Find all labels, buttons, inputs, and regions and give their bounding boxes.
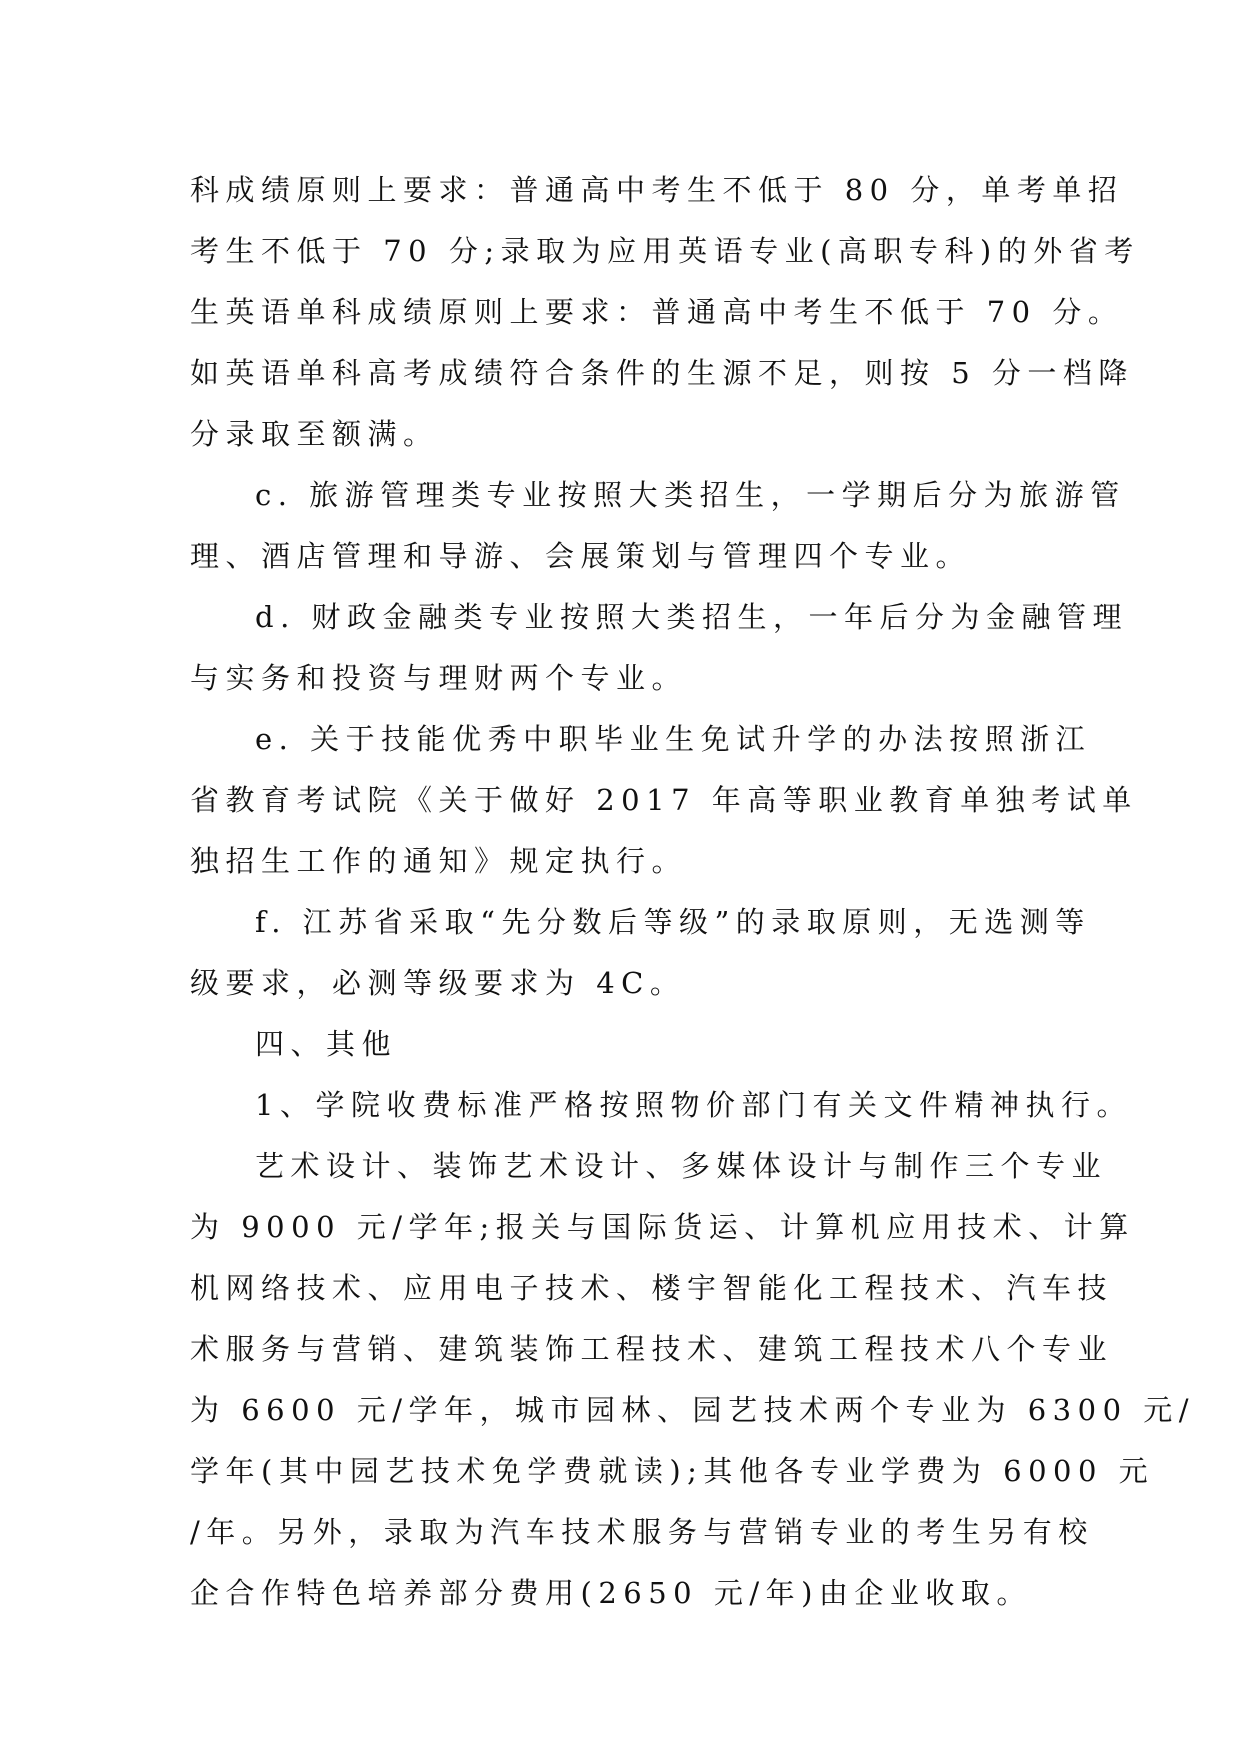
paragraph-first-line: d. 财政金融类专业按照大类招生，一年后分为金融管理 (255, 600, 1129, 634)
paragraph-line: 为 9000 元/学年;报关与国际货运、计算机应用技术、计算 (190, 1210, 1135, 1244)
paragraph-first-line: 1、学院收费标准严格按照物价部门有关文件精神执行。 (255, 1088, 1132, 1122)
document-body (190, 160, 1196, 1624)
paragraph-first-line: 艺术设计、装饰艺术设计、多媒体设计与制作三个专业 (255, 1149, 1108, 1183)
paragraph-line: 省教育考试院《关于做好 2017 年高等职业教育单独考试单 (190, 783, 1138, 817)
paragraph-line: /年。另外，录取为汽车技术服务与营销专业的考生另有校 (190, 1515, 1094, 1549)
paragraph-first-line: e. 关于技能优秀中职毕业生免试升学的办法按照浙江 (255, 722, 1092, 756)
paragraph-line: 与实务和投资与理财两个专业。 (190, 661, 688, 695)
paragraph-first-line: 四、其他 (255, 1027, 398, 1061)
paragraph-line: 学年(其中园艺技术免学费就读);其他各专业学费为 6000 元 (190, 1454, 1155, 1488)
paragraph-line: 独招生工作的通知》规定执行。 (190, 844, 688, 878)
paragraph-line: 为 6600 元/学年，城市园林、园艺技术两个专业为 6300 元/ (190, 1393, 1196, 1427)
paragraph-line: 如英语单科高考成绩符合条件的生源不足，则按 5 分一档降 (190, 356, 1134, 390)
paragraph-line: 生英语单科成绩原则上要求：普通高中考生不低于 70 分。 (190, 295, 1124, 329)
paragraph-first-line: f. 江苏省采取“先分数后等级”的录取原则，无选测等 (255, 905, 1091, 939)
paragraph-line: 级要求，必测等级要求为 4C。 (190, 966, 686, 1000)
paragraph-line: 理、酒店管理和导游、会展策划与管理四个专业。 (190, 539, 972, 573)
paragraph-line: 术服务与营销、建筑装饰工程技术、建筑工程技术八个专业 (190, 1332, 1114, 1366)
paragraph-line: 企合作特色培养部分费用(2650 元/年)由企业收取。 (190, 1576, 1032, 1610)
paragraph-line: 分录取至额满。 (190, 417, 439, 451)
paragraph-line: 考生不低于 70 分;录取为应用英语专业(高职专科)的外省考 (190, 234, 1140, 268)
paragraph-line: 机网络技术、应用电子技术、楼宇智能化工程技术、汽车技 (190, 1271, 1114, 1305)
paragraph-first-line: c. 旅游管理类专业按照大类招生，一学期后分为旅游管 (255, 478, 1126, 512)
paragraph-line: 科成绩原则上要求：普通高中考生不低于 80 分，单考单招 (190, 173, 1124, 207)
